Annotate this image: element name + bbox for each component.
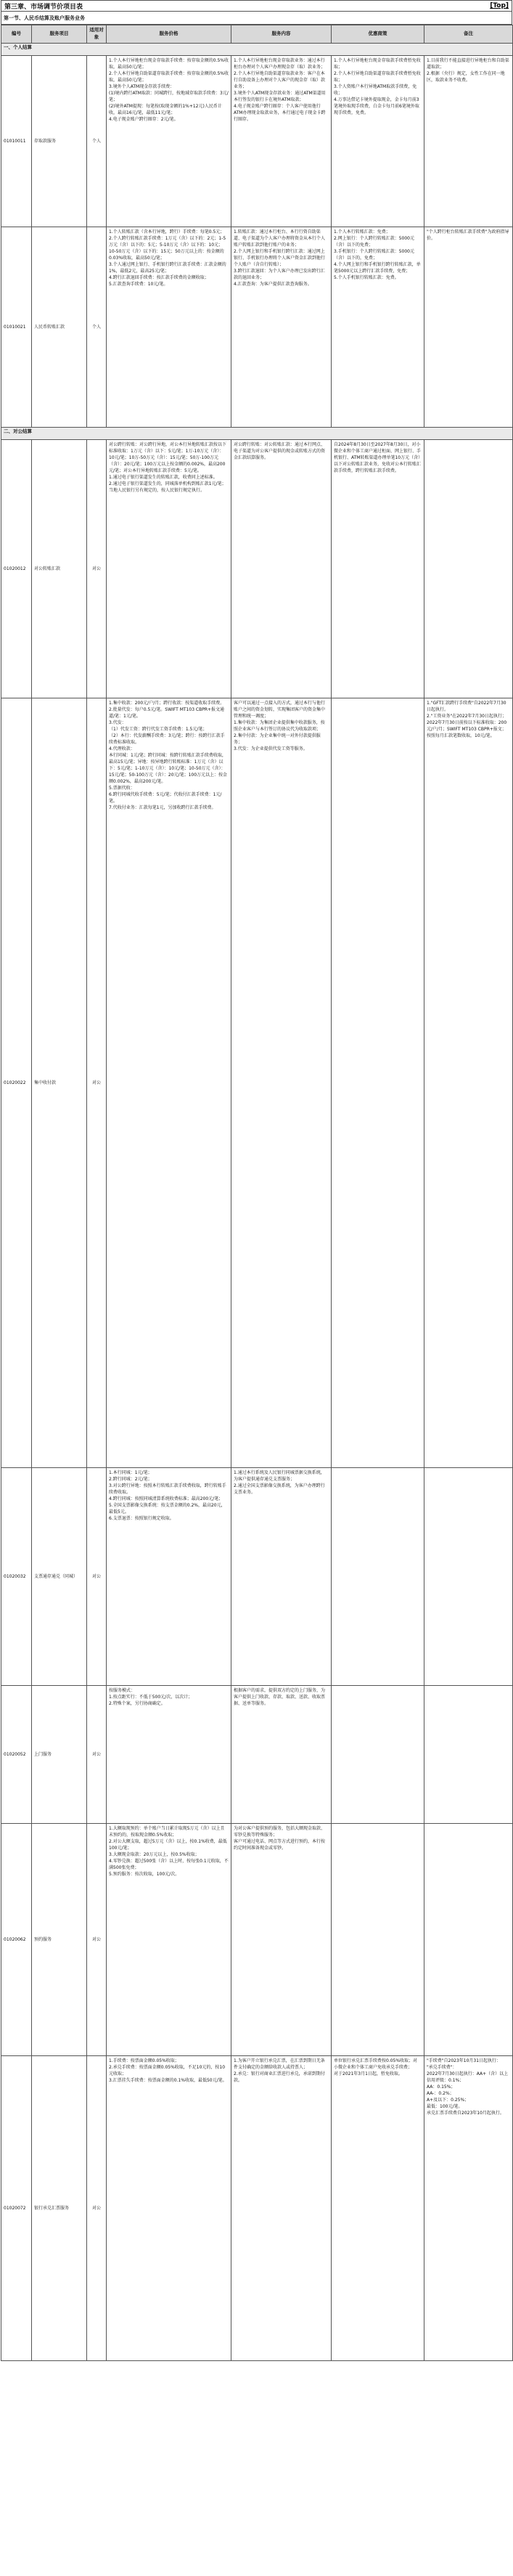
row-code: 01010021: [1, 227, 32, 428]
row-service-name: 上门服务: [32, 1686, 87, 1824]
row-service-name: 银行承兑汇票服务: [32, 2056, 87, 2361]
col-header-name: 服务项目: [32, 25, 87, 44]
row-price: 1.个人转账汇款（含本行异地，跨行）手续费：每笔0.5元； 2.个人跨行转账汇款手续费：1万元（含）以下的：2元；1-5万元（含）以下的：5元；5-10万元（含）以下的：10元；10-50万元（含）以下的：15元；50万元以上的：按金额的0.03%收取，最高50元/笔； 3.个人通过网上银行、手机银行跨行汇款手续费：汇款金额的1%，最低2元，最高25元/笔； 4.跨行汇款退回手续费：按汇款手续费的金额收取； 5.汇款查询手续费：10元/笔。: [107, 227, 231, 428]
row-content: 1.转账汇款：通过本行柜台、本行行资自助渠道、电子渠道为个人客户办理将资金从本行个人账户转账汇款到他行账户的业务； 2.个人网上银行和手机银行跨行汇款：通过网上银行、手机银行办理将个人客户资金汇款到他行个人账户（含自行转账）； 3.跨行汇款退回：为个人客户办理已发出跨行汇款的退回业务； 4.汇款查询：为客户提供汇款查询服务。: [231, 227, 332, 428]
row-price: 1.个人本行异地柜台现金存取款手续费：按存取金额的0.5%收取，最高50元/笔； 2.个人本行异地自助渠道存取款手续费：按存取金额的0.5%收取，最高50元/笔； 3.境外个人ATM现金存款手续费： (1)境内跨行ATM取款：同城跨行，按地域存取款手续费：3元/笔； (2)境外ATM提现：每笔按(取现金额的1%+12元)人民币计收，最高16元/笔，最低11元/笔； 4.电子现金账户跨行圈存：2元/笔。: [107, 56, 231, 227]
row-code: 01020032: [1, 1468, 32, 1686]
row-service-name: 对公转账汇款: [32, 440, 87, 698]
row-content: 1.通过本行系统及人民银行同城票据交换系统，为客户提供通存通兑支票服务； 2.通过全国支票影像交换系统，为客户办理跨行支票业务。: [231, 1468, 332, 1686]
page-container: [1, 0, 512, 2361]
row-policy: 自2024年8月30日至2027年8月30日，对小微企业和个体工商户通过柜面、网上银行、手机银行、ATM转账渠道办理单笔10万元（含）以下对公转账汇款业务，免收对公本行转账汇款手续费，跨行转账汇款手续费。: [332, 440, 424, 698]
row-remark: [424, 1824, 513, 2056]
row-code: 01020072: [1, 2056, 32, 2361]
row-price: 1.手续费：按票面金额0.05%收取； 2.承兑手续费：按票面金额0.05%收取，不足10元的，按10元收取； 3.汇票挂失手续费：按票面金额的0.1%收取，最低50元/笔。: [107, 2056, 231, 2361]
row-price: 对公跨行转账：对公跨行异地，对公本行异地转账汇款按以下标准收取：1万元（含）以下：5元/笔；1万-10万元（含）：10元/笔；10万-50万元（含）：15元/笔；50万-100万元（含）：20元/笔；100万元以上按金额的0.002%，最高200元/笔；对公本行异地转账汇款手续费：5元/笔。 1.通过电子银行渠道发生的转账汇款，收费同上述标准。 2.通过电子银行渠道发生的，同城落单机构到账汇款1元/笔；当地人民银行另有规定的，按人民银行规定执行。: [107, 440, 231, 698]
row-target: 对公: [87, 440, 107, 698]
row-content: 为对公客户提供预约服务，包括大额现金取款、零钞兑换等特殊服务； 客户可通过电话、网点等方式进行预约，本行按约定时间准备现金或零钞。: [231, 1824, 332, 2056]
row-service-name: 存取款服务: [32, 56, 87, 227]
row-content: 1.个人本行异地柜台现金存取款业务：通过本行柜台办理对个人客户办理现金存（取）款业务； 2.个人本行异地自助渠道存取款业务：客户在本行自助设备上办理对个人客户的现金存（取）款业务； 3.境外个人ATM现金存款业务：通过ATM渠道用本行签发的银行卡在境外ATM取款； 4.电子现金账户跨行圈存：个人客户使用他行ATM办理现金取款业务，本行通过电子现金卡跨行圈存。: [231, 56, 332, 227]
row-remark: "个人跨行柜台转账汇款手续费"为政府指导价。: [424, 227, 513, 428]
table-row: [1, 698, 513, 1468]
row-code: 01020052: [1, 1686, 32, 1824]
row-code: 01020022: [1, 698, 32, 1468]
row-remark: [424, 440, 513, 698]
table-row: [1, 440, 513, 698]
row-code: 01020062: [1, 1824, 32, 2056]
table-row: [1, 2056, 513, 2361]
col-header-content: 服务内容: [231, 25, 332, 44]
row-remark: 1.目前我行不能直接进行异地柜台和自助渠道取款； 2.根据（央行）规定，女性工作在同一地区，取款业务不收费。: [424, 56, 513, 227]
row-target: 对公: [87, 1686, 107, 1824]
row-target: 对公: [87, 1824, 107, 2056]
row-remark: 1."GFT汇款跨行手续费"自2022年7月30日起执行。 2."工资业务"在2022年7月30日起执行；2022年7月30日前按以下标准收取：200元/户/月；SWIFT MT103 CBPR+报文；按照每月汇款笔数收取，10元/笔。: [424, 698, 513, 1468]
row-content: 1.为客户开立银行承兑汇票，在汇票到期日无条件支付确定的金额给收款人或持票人； 2.承兑：银行对商业汇票进行承兑，承诺到期付款。: [231, 2056, 332, 2361]
top-link[interactable]: [Top]: [490, 2, 509, 9]
row-target: 个人: [87, 227, 107, 428]
table-row: [1, 1824, 513, 2056]
fee-table: [1, 25, 513, 2361]
table-row: [1, 1468, 513, 1686]
row-policy: [332, 1824, 424, 2056]
row-service-name: 预约服务: [32, 1824, 87, 2056]
row-remark: [424, 1686, 513, 1824]
category-row: [1, 44, 513, 56]
row-service-name: 集中收付款: [32, 698, 87, 1468]
row-target: 对公: [87, 1468, 107, 1686]
category-row: [1, 428, 513, 440]
row-policy: 1.个人本行异地柜台现金存取款手续费暂免收取； 2.个人本行异地自助渠道存取款手续费暂免收取； 3.个人资账户本行异地ATM取款手续费，免收； 4.万事达借记卡境外提取现金，金卡每月前3笔境外取现手续费，白金卡每月前6笔境外取现手续费，免费。: [332, 56, 424, 227]
row-price: 按服务模式： 1.按点距实行：不低于500元/次，以次计； 2.特殊个案，另行协商确定。: [107, 1686, 231, 1824]
col-header-policy: 优惠商策: [332, 25, 424, 44]
table-row: [1, 56, 513, 227]
row-policy: 单位银行承兑汇票手续费按0.05%收取；对小微企业和个体工商户免收承兑手续费； 对于2021年3月1日起，暂免收取。: [332, 2056, 424, 2361]
col-header-code: 编号: [1, 25, 32, 44]
row-target: 对公: [87, 2056, 107, 2361]
table-row: [1, 1686, 513, 1824]
row-service-name: 支票通存通兑（同城）: [32, 1468, 87, 1686]
row-remark: [424, 1468, 513, 1686]
table-header-row: [1, 25, 513, 44]
row-target: 对公: [87, 698, 107, 1468]
row-content: 根据客户的需求，提供双方约定的上门服务，为客户提供上门收款、存款、取款、送款、收取票据、送单等服务。: [231, 1686, 332, 1824]
row-content: 客户可以通过一点接入的方式，通过本行与他行账户之间的资金划转，实现集团客户的资金集中管理和统一调度； 1.集中收款：为集团企业提供集中收款服务，按照企业客户与本行签订的协议代为收取款项； 2.集中付款：为企业集中统一对外付款提供服务； 3.代发：为企业提供代发工资等服务。: [231, 698, 332, 1468]
category-label: 二、对公结算: [1, 428, 513, 440]
section-title: 第一节、人民币结算及账户服务业务: [1, 12, 512, 25]
category-label: 一、个人结算: [1, 44, 513, 56]
row-policy: [332, 1468, 424, 1686]
row-policy: [332, 1686, 424, 1824]
row-code: 01010011: [1, 56, 32, 227]
row-policy: [332, 698, 424, 1468]
row-code: 01020012: [1, 440, 32, 698]
table-row: [1, 227, 513, 428]
row-price: 1.集中收款：200元/户/月；跨行收款：按渠道收取手续费。 2.批量代发：每户0.5元/笔。SWIFT MT103 CBPR+报文通道/笔：1元/笔。 3.代发： （1）代发工资：跨行代发工资手续费：1.5元/笔； （2）本行：代发薪酬手续费：3元/笔；跨行：按跨行汇款手续费标准收取。 4.代理收款： 本行同城：1元/笔；跨行同城：按跨行转账汇款手续费收取，最高15元/笔；异地：按异地跨行转账标准：1万元（含）以下：5元/笔；1-10万元（含）：10元/笔；10-50万元（含）：15元/笔；50-100万元（含）：20元/笔；100万元以上：按金额0.002%，最高200元/笔。 5.票据代收： 6.跨行同城代收手续费：5元/笔；代收付汇款手续费：1元/笔。 7.代收付业务：汇款每笔1元，另加收跨行汇款手续费。: [107, 698, 231, 1468]
row-content: 对公跨行转账：对公转账汇款：通过本行网点、电子渠道为对公客户提供的现金或转账方式的资金汇款结算服务。: [231, 440, 332, 698]
row-policy: 1.个人本行转账汇款：免费； 2.网上银行：个人跨行转账汇款：5000元（含）以下的免费； 3.手机银行：个人跨行转账汇款：5000元（含）以下的，免费； 4.个人网上银行和手机银行跨行转账汇款，单笔5000元以上跨行汇款手续费，免费； 5.个人手机银行转账汇款：免费。: [332, 227, 424, 428]
row-service-name: 人民币转账汇款: [32, 227, 87, 428]
col-header-remark: 备注: [424, 25, 513, 44]
col-header-price: 服务价格: [107, 25, 231, 44]
row-price: 1.本行同城：1元/笔； 2.跨行同城：2元/笔； 3.对公跨行异地：按照本行转账汇款手续费收取，跨行转账手续费收取。 4.跨行同城：按照同城清算系统收费标准；最高200元/笔； 5.全国支票影像交换系统：按支票金额的0.2%，最高20元，最低5元。 6.支票退票：按照银行规定收取。: [107, 1468, 231, 1686]
col-header-target: 适用对象: [87, 25, 107, 44]
header-bar: [1, 0, 512, 12]
page-title: 第三章、市场调节价项目表: [4, 3, 83, 11]
row-target: 个人: [87, 56, 107, 227]
row-price: 1.大额取现预约：单个账户当日累计取现5万元（含）以上且未预约的，按取现金额0.5%收取； 2.对公大额支取，超过5万元（含）以上，按0.1%收费，最低100元/笔； 3.大额现金取款：20万元以上，按0.5%收取； 4.零钞兑换：超过500张（含）以上时，按每张0.1元收取，不满500张免费； 5.预约服务：按次收取，100元/次。: [107, 1824, 231, 2056]
row-remark: "手续费"自2023年10月31日起执行： "承兑手续费"： 2022年7月30日起执行：AA+（含）以上信用评级：0.1%； AA：0.15%； AA-：0.2%； A+及以下：0.25%； 最低：100元/笔。 承兑汇票手续费自2023年10月起执行。: [424, 2056, 513, 2361]
